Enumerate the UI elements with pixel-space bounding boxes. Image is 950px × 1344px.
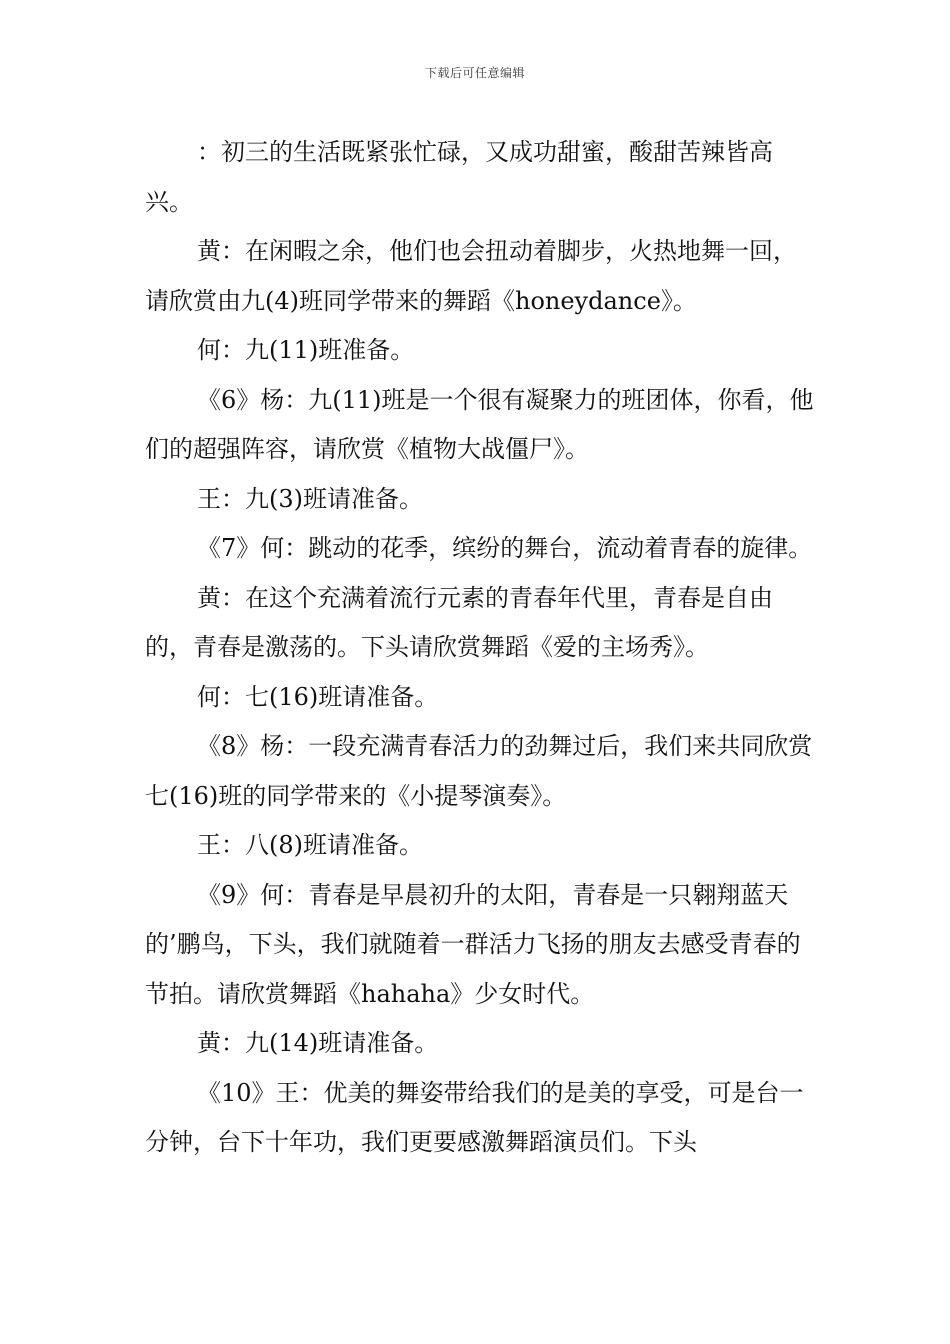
- paragraph: 王：九(3)班请准备。: [197, 484, 423, 513]
- document-body: [145, 128, 815, 1168]
- paragraph: 王：八(8)班请准备。: [197, 831, 423, 859]
- paragraph: ：初三的生活既紧张忙碌，又成功甜蜜，酸甜苦辣皆高兴。: [145, 138, 773, 216]
- paragraph: 《6》杨：九(11)班是一个很有凝聚力的班团体，你看，他们的超强阵容，请欣赏《植物大战僵尸》。: [145, 385, 814, 463]
- paragraph: 何：九(11)班准备。: [197, 336, 415, 364]
- paragraph: 黄：在这个充满着流行元素的青春年代里，青春是自由的，青春是激荡的。下头请欣赏舞蹈《爱的主场秀》。: [145, 583, 773, 661]
- page-header: 下载后可任意编辑: [424, 66, 525, 80]
- paragraph: 何：七(16)班请准备。: [197, 682, 439, 711]
- paragraph: 黄：九(14)班请准备。: [197, 1029, 439, 1057]
- paragraph: 《8》杨：一段充满青春活力的劲舞过后，我们来共同欣赏七(16)班的同学带来的《小提琴演奏》。: [145, 732, 813, 810]
- paragraph: 《10》王：优美的舞姿带给我们的是美的享受，可是台一分钟，台下十年功，我们更要感激舞蹈演员们。下头: [145, 1078, 804, 1156]
- paragraph: 《9》何：青春是早晨初升的太阳，青春是一只翱翔蓝天的’鹏鸟，下头，我们就随着一群活力飞扬的朋友去感受青春的节拍。请欣赏舞蹈《hahaha》少女时代。: [145, 880, 801, 1008]
- paragraph: 《7》何：跳动的花季，缤纷的舞台，流动着青春的旋律。: [197, 534, 813, 562]
- paragraph: 黄：在闲暇之余，他们也会扭动着脚步，火热地舞一回，请欣赏由九(4)班同学带来的舞蹈《honeydance》。: [145, 237, 797, 315]
